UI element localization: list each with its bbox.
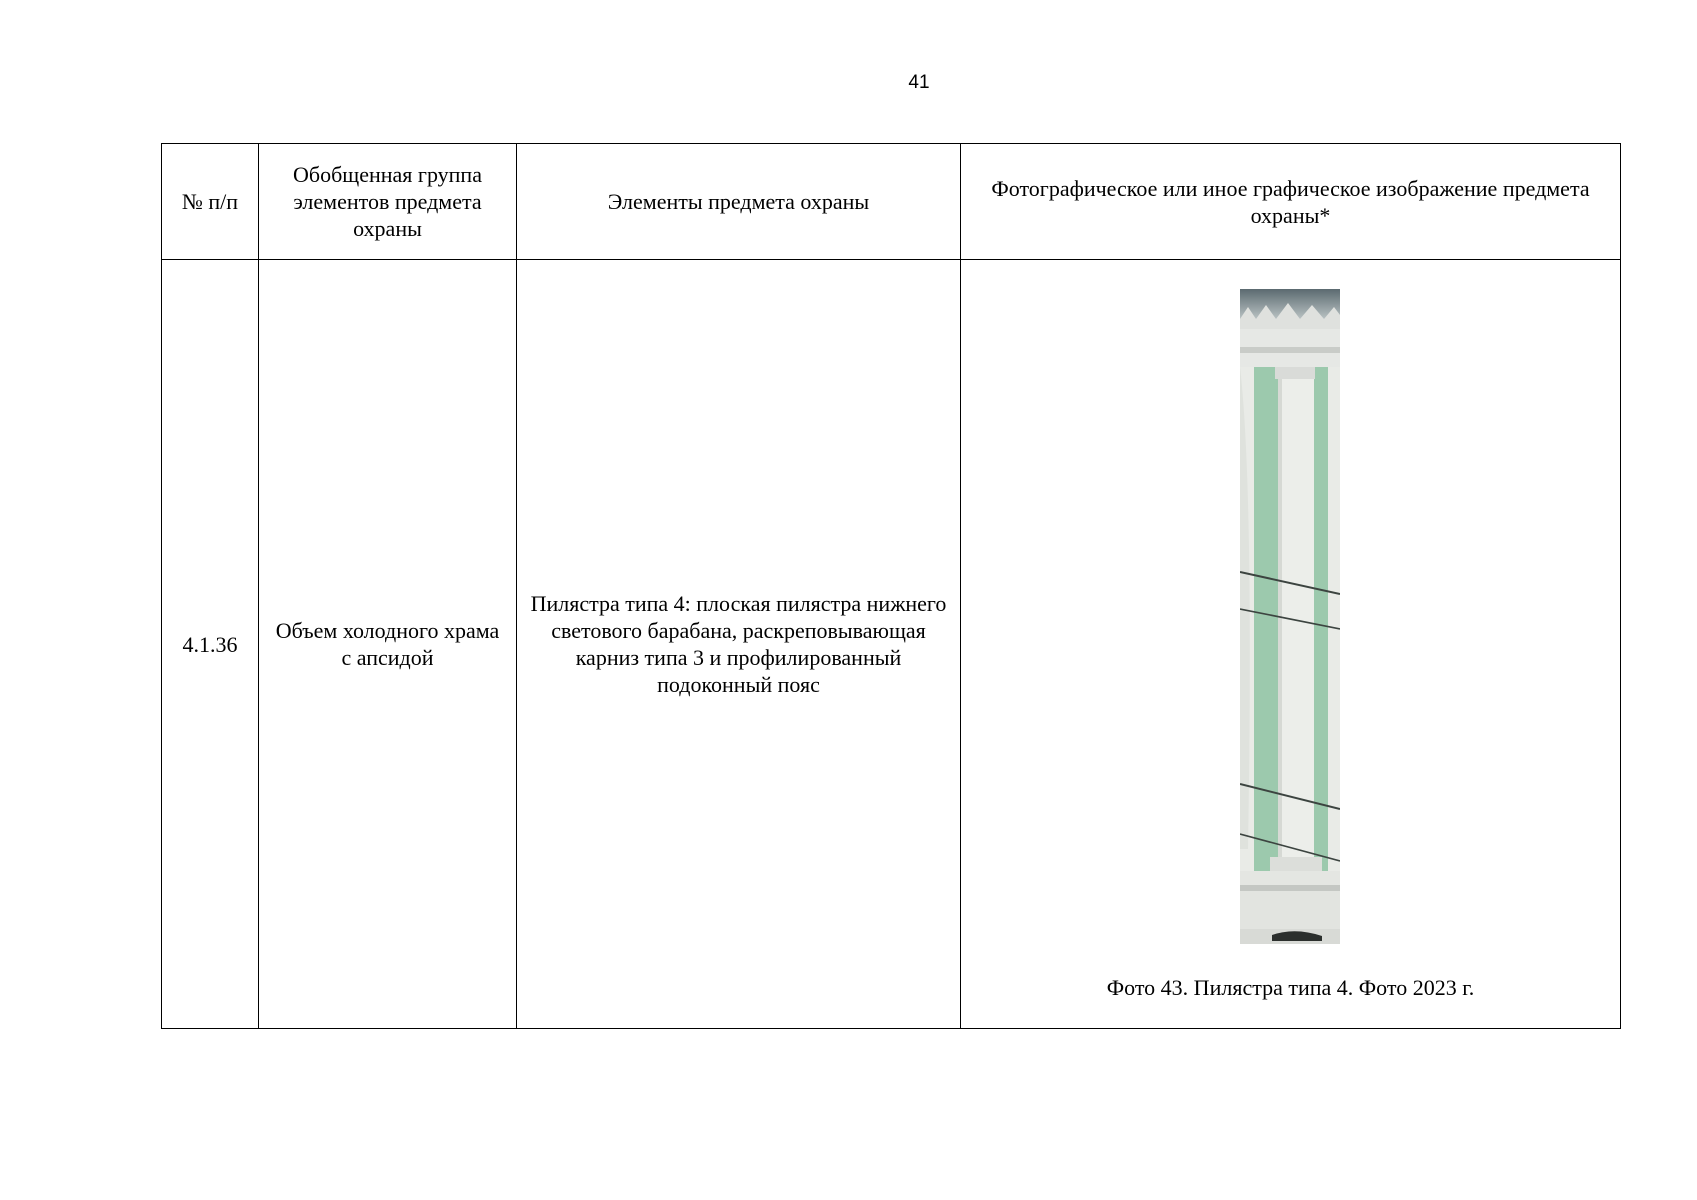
table-header-row [162,144,1621,260]
cell-element: Пилястра типа 4: плоская пилястра нижнего светового барабана, раскреповывающая карниз типа 3 и профилированный подоконный пояс [517,260,961,1029]
header-elements: Элементы предмета охраны [517,144,961,260]
pilaster-photo [1240,289,1340,944]
header-number: № п/п [162,144,259,260]
header-group: Обобщенная группа элементов предмета охраны [259,144,517,260]
cell-number: 4.1.36 [162,260,259,1029]
cell-group: Объем холодного храма с апсидой [259,260,517,1029]
photo-caption: Фото 43. Пилястра типа 4. Фото 2023 г. [1106,975,1475,1000]
page-number: 41 [908,72,930,93]
heritage-table [161,143,1621,1029]
header-image: Фотографическое или иное графическое изображение предмета охраны* [961,144,1621,260]
cell-photo [961,260,1621,1029]
table-row [162,260,1621,1029]
